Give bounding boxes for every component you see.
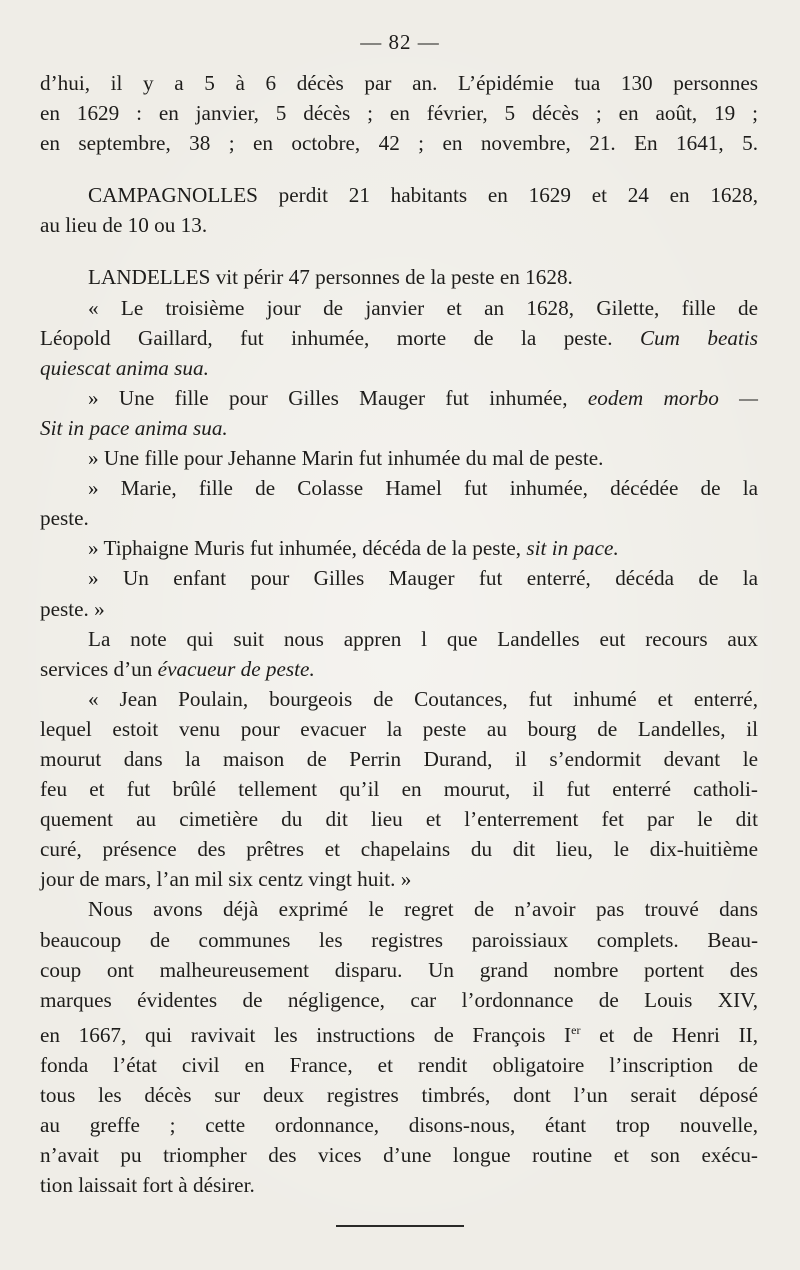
text-line: » Marie, fille de Colasse Hamel fut inhumée, décédée de la bbox=[88, 476, 758, 501]
text-line: » Une fille pour Jehanne Marin fut inhumée du mal de peste. bbox=[88, 446, 604, 471]
body-text bbox=[40, 68, 758, 1200]
text-line bbox=[40, 413, 758, 443]
text-line: beaucoup de communes les registres paroissiaux complets. Beau- bbox=[40, 927, 758, 952]
quote-landelles bbox=[40, 293, 758, 624]
latin-phrase: Cum beatis bbox=[639, 325, 759, 350]
text-segment: » Tiphaigne Muris fut inhumée, décéda de la peste, bbox=[88, 536, 527, 561]
text-line: tion laissait fort à désirer. bbox=[40, 1173, 255, 1198]
closing-rule bbox=[336, 1225, 464, 1227]
text-line: jour de mars, l’an mil six centz vingt huit. » bbox=[40, 867, 412, 892]
text-line: marques évidentes de négligence, car l’ordonnance de Louis XIV, bbox=[40, 987, 758, 1012]
text-line: coup ont malheureusement disparu. Un grand nombre portent des bbox=[40, 957, 758, 982]
text-line: CAMPAGNOLLES perdit 21 habitants en 1629 et 24 en 1628, bbox=[88, 183, 758, 208]
text-line: « Le troisième jour de janvier et an 1628, Gilette, fille de bbox=[88, 295, 758, 320]
text-line: « Jean Poulain, bourgeois de Coutances, fut inhumé et enterré, bbox=[88, 686, 758, 711]
text-line bbox=[40, 533, 758, 563]
latin-phrase: quiescat anima sua. bbox=[40, 355, 209, 380]
text-segment: services d’un bbox=[40, 656, 158, 681]
text-line: » Un enfant pour Gilles Mauger fut enterré, décéda de la bbox=[88, 566, 758, 591]
text-line bbox=[40, 654, 758, 684]
text-line bbox=[40, 1015, 758, 1050]
text-line: feu et fut brûlé tellement qu’il en mourut, il fut enterré catholi- bbox=[40, 777, 758, 802]
text-line: peste. » bbox=[40, 596, 105, 621]
latin-phrase: Sit in pace anima sua. bbox=[40, 415, 228, 440]
text-line: peste. bbox=[40, 506, 89, 531]
text-line: en 1629 : en janvier, 5 décès ; en février, 5 décès ; en août, 19 ; bbox=[40, 101, 758, 126]
text-line: La note qui suit nous appren l que Landelles eut recours aux bbox=[88, 626, 758, 651]
paragraph-campagnolles-cont bbox=[40, 210, 758, 240]
text-line: quement au cimetière du dit lieu et l’enterrement fet par le dit bbox=[40, 807, 758, 832]
text-line: au lieu de 10 ou 13. bbox=[40, 213, 208, 238]
latin-phrase: eodem morbo — bbox=[587, 385, 759, 410]
quote-jean-poulain bbox=[40, 684, 758, 895]
text-line: tous les décès sur deux registres timbrés, dont l’un serait déposé bbox=[40, 1083, 758, 1107]
paragraph-note bbox=[40, 624, 758, 684]
text-line bbox=[40, 323, 758, 353]
emphasis: évacueur de peste. bbox=[157, 656, 315, 681]
text-line: fonda l’état civil en France, et rendit obligatoire l’inscription de bbox=[40, 1052, 758, 1077]
text-segment: et de Henri II, bbox=[580, 1022, 759, 1047]
text-segment: Léopold Gaillard, fut inhumée, morte de la peste. bbox=[40, 325, 640, 350]
text-line: curé, présence des prêtres et chapelains du dit lieu, le dix-huitième bbox=[40, 837, 758, 862]
text-line: n’avait pu triompher des vices d’une longue routine et son exécu- bbox=[40, 1143, 758, 1168]
text-line: Nous avons déjà exprimé le regret de n’avoir pas trouvé dans bbox=[88, 897, 758, 922]
text-line: d’hui, il y a 5 à 6 décès par an. L’épidémie tua 130 personnes bbox=[40, 71, 758, 95]
paragraph-landelles bbox=[40, 262, 758, 292]
text-line: lequel estoit venu pour evacuer la peste au bourg de Landelles, il bbox=[40, 716, 758, 741]
paragraph-epidemic bbox=[40, 68, 758, 158]
text-line: LANDELLES vit périr 47 personnes de la peste en 1628. bbox=[88, 265, 573, 290]
text-segment: en 1667, qui ravivait les instructions de François I bbox=[40, 1022, 572, 1047]
text-line: au greffe ; cette ordonnance, disons-nous, étant trop nouvelle, bbox=[40, 1113, 758, 1138]
page-number: — 82 — bbox=[360, 30, 440, 54]
paragraph-campagnolles bbox=[40, 180, 758, 210]
text-line: en septembre, 38 ; en octobre, 42 ; en novembre, 21. En 1641, 5. bbox=[40, 131, 758, 156]
text-line: mourut dans la maison de Perrin Durand, il s’endormit devant le bbox=[40, 746, 758, 771]
paragraph-registers bbox=[40, 894, 758, 1200]
text-line bbox=[40, 353, 758, 383]
text-segment: » Une fille pour Gilles Mauger fut inhumée, bbox=[88, 385, 588, 410]
text-line bbox=[40, 383, 758, 413]
latin-phrase: sit in pace. bbox=[526, 536, 619, 561]
superscript: er bbox=[571, 1022, 581, 1037]
